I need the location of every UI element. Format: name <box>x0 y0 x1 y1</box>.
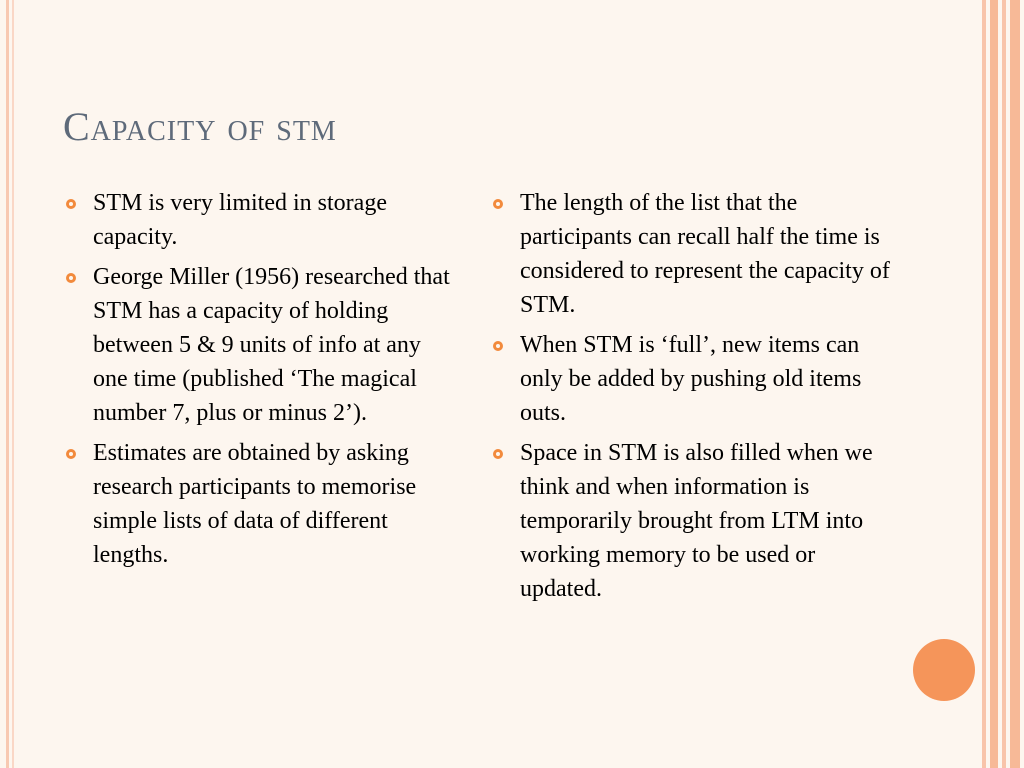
circle-bullet-icon <box>66 273 76 283</box>
frame-line-right-3 <box>1002 0 1006 768</box>
frame-line-right-1 <box>982 0 986 768</box>
right-bullet-item <box>490 436 890 606</box>
left-bullet-item <box>63 186 455 254</box>
decorative-circle <box>913 639 975 701</box>
right-bullet-list <box>490 186 890 612</box>
left-bullet-list <box>63 186 455 578</box>
bullet-text: When STM is ‘full’, new items can only be added by pushing old items outs. <box>520 332 862 426</box>
left-bullet-item <box>63 436 455 572</box>
circle-bullet-icon <box>66 449 76 459</box>
right-bullet-item <box>490 186 890 322</box>
bullet-text: The length of the list that the participants can recall half the time is considered to represent the capacity of STM. <box>520 190 890 318</box>
circle-bullet-icon <box>493 449 503 459</box>
frame-line-left-2 <box>12 0 14 768</box>
circle-bullet-icon <box>493 199 503 209</box>
slide-title: Capacity of stm <box>63 104 337 149</box>
circle-bullet-icon <box>66 199 76 209</box>
left-bullet-item <box>63 260 455 430</box>
circle-bullet-icon <box>493 341 503 351</box>
bullet-text: STM is very limited in storage capacity. <box>93 190 387 250</box>
right-bullet-item <box>490 328 890 430</box>
bullet-text: Space in STM is also filled when we think and when information is temporarily brought from LTM into working memory to be used or updated. <box>520 440 873 602</box>
frame-line-left-1 <box>6 0 9 768</box>
bullet-text: George Miller (1956) researched that STM has a capacity of holding between 5 & 9 units of info at any one time (published ‘The magical number 7, plus or minus 2’). <box>93 264 450 426</box>
frame-line-right-2 <box>990 0 998 768</box>
frame-line-right-4 <box>1010 0 1020 768</box>
bullet-text: Estimates are obtained by asking research participants to memorise simple lists of data of different lengths. <box>93 440 417 568</box>
